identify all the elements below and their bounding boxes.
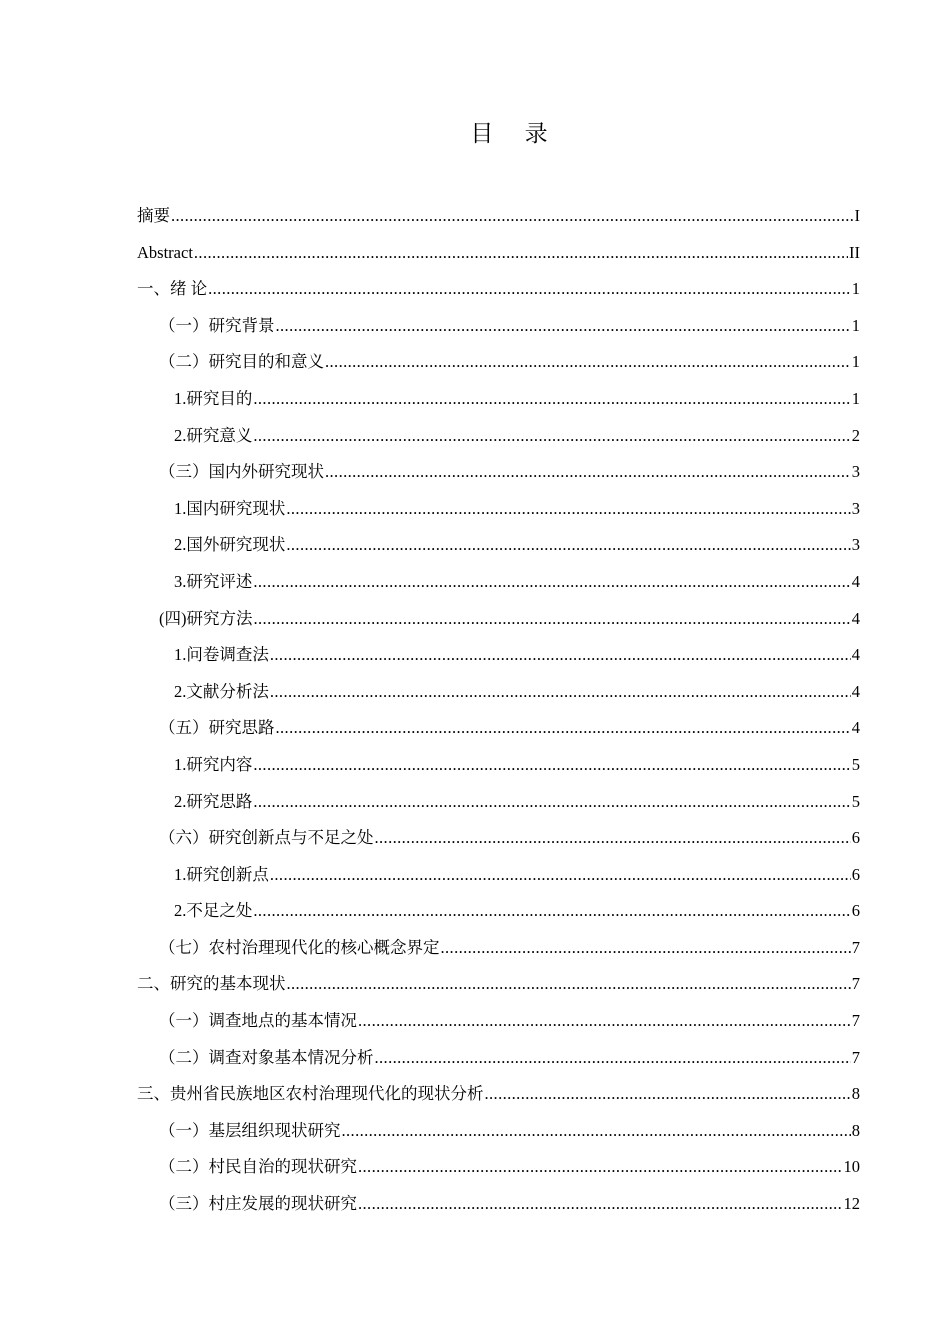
toc-entry[interactable] (137, 344, 860, 381)
toc-entry-page-number: 3 (851, 498, 860, 518)
toc-entry-page-number: 3 (851, 462, 860, 482)
toc-entry-label: （二）研究目的和意义 (159, 352, 324, 372)
toc-leader-dots (287, 966, 851, 1003)
toc-entry-label: （六）研究创新点与不足之处 (159, 828, 374, 848)
toc-entry-page-number: 5 (851, 791, 860, 811)
toc-entry-label: （二）村民自治的现状研究 (159, 1157, 357, 1177)
page-title: 目 录 (470, 121, 560, 147)
toc-entry-label: 三、贵州省民族地区农村治理现代化的现状分析 (137, 1084, 484, 1104)
toc-entry-page-number: II (849, 242, 860, 262)
toc-entry-label: 2.文献分析法 (174, 681, 269, 701)
toc-entry[interactable] (137, 857, 860, 894)
toc-entry[interactable] (137, 1186, 860, 1223)
toc-entry-label: 1.问卷调查法 (174, 645, 269, 665)
toc-leader-dots (270, 674, 851, 711)
toc-leader-dots (254, 601, 851, 638)
toc-entry-page-number: 3 (851, 535, 860, 555)
toc-entry-page-number: 6 (851, 864, 860, 884)
toc-leader-dots (208, 271, 851, 308)
toc-entry-page-number: 2 (851, 425, 860, 445)
toc-leader-dots (253, 564, 850, 601)
toc-entry-page-number: 4 (851, 681, 860, 701)
toc-entry-label: （二）调查对象基本情况分析 (159, 1047, 374, 1067)
toc-entry-page-number: 1 (851, 388, 860, 408)
toc-leader-dots (276, 308, 851, 345)
toc-entry-label: 2.国外研究现状 (174, 535, 286, 555)
toc-entry-page-number: 5 (851, 754, 860, 774)
toc-leader-dots (358, 1186, 843, 1223)
toc-entry-label: 1.国内研究现状 (174, 498, 286, 518)
toc-entry-label: 1.研究内容 (174, 754, 253, 774)
toc-entry[interactable] (137, 784, 860, 821)
toc-entry[interactable] (137, 747, 860, 784)
toc-entry-label: （三）国内外研究现状 (159, 462, 324, 482)
toc-leader-dots (325, 344, 851, 381)
toc-entry-label: （一）研究背景 (159, 315, 275, 335)
toc-entry[interactable] (137, 1076, 860, 1113)
toc-leader-dots (375, 820, 851, 857)
toc-entry-label: 2.不足之处 (174, 901, 253, 921)
toc-entry-page-number: 7 (851, 1047, 860, 1067)
toc-entry[interactable] (137, 1040, 860, 1077)
toc-leader-dots (194, 235, 848, 272)
toc-leader-dots (325, 454, 851, 491)
toc-leader-dots (253, 893, 850, 930)
toc-entry-label: Abstract (137, 242, 193, 262)
toc-entry-page-number: 10 (843, 1157, 860, 1177)
toc-entry-page-number: 6 (851, 901, 860, 921)
toc-leader-dots (171, 198, 854, 235)
toc-entry-page-number: 7 (851, 974, 860, 994)
toc-leader-dots (253, 747, 850, 784)
toc-entry[interactable] (137, 198, 860, 235)
toc-entry-label: （一）调查地点的基本情况 (159, 1011, 357, 1031)
toc-leader-dots (276, 710, 851, 747)
toc-entry[interactable] (137, 710, 860, 747)
toc-entry[interactable] (137, 308, 860, 345)
toc-leader-dots (375, 1040, 851, 1077)
toc-entry-label: （三）村庄发展的现状研究 (159, 1194, 357, 1214)
toc-entry-label: （五）研究思路 (159, 718, 275, 738)
toc-entry-label: （一）基层组织现状研究 (159, 1120, 341, 1140)
toc-entry-label: 摘要 (137, 206, 170, 225)
toc-leader-dots (253, 381, 850, 418)
toc-entry[interactable] (137, 966, 860, 1003)
toc-entry[interactable] (137, 1003, 860, 1040)
toc-entry[interactable] (137, 235, 860, 272)
toc-entry[interactable] (137, 381, 860, 418)
toc-leader-dots (270, 857, 851, 894)
toc-entry[interactable] (137, 454, 860, 491)
toc-entry-page-number: 4 (851, 645, 860, 665)
toc-leader-dots (286, 491, 850, 528)
toc-entry-label: 二、研究的基本现状 (137, 974, 286, 994)
toc-entry[interactable] (137, 930, 860, 967)
toc-entry-page-number: 8 (851, 1120, 860, 1140)
toc-entry-label: 1.研究创新点 (174, 864, 269, 884)
toc-entry[interactable] (137, 418, 860, 455)
toc-leader-dots (270, 637, 851, 674)
toc-entry-page-number: I (854, 206, 860, 225)
toc-entry[interactable] (137, 674, 860, 711)
toc-entry[interactable] (137, 564, 860, 601)
toc-leader-dots (485, 1076, 851, 1113)
toc-leader-dots (253, 418, 850, 455)
toc-entry[interactable] (137, 893, 860, 930)
table-of-contents (137, 198, 860, 1223)
toc-entry[interactable] (137, 637, 860, 674)
toc-entry-page-number: 6 (851, 828, 860, 848)
toc-entry[interactable] (137, 601, 860, 638)
toc-entry[interactable] (137, 1149, 860, 1186)
toc-entry[interactable] (137, 271, 860, 308)
toc-entry-label: 3.研究评述 (174, 571, 253, 591)
toc-leader-dots (358, 1149, 843, 1186)
toc-entry-page-number: 1 (851, 279, 860, 299)
toc-entry-label: 1.研究目的 (174, 388, 253, 408)
toc-entry-page-number: 7 (851, 1011, 860, 1031)
toc-entry-page-number: 1 (851, 352, 860, 372)
toc-entry[interactable] (137, 491, 860, 528)
toc-entry-label: 2.研究思路 (174, 791, 253, 811)
toc-entry-page-number: 7 (851, 937, 860, 957)
toc-entry-label: (四)研究方法 (159, 608, 253, 628)
toc-entry-page-number: 8 (851, 1084, 860, 1104)
toc-entry[interactable] (137, 820, 860, 857)
toc-leader-dots (253, 784, 850, 821)
toc-entry-page-number: 4 (851, 718, 860, 738)
toc-entry[interactable] (137, 527, 860, 564)
toc-entry-page-number: 4 (851, 571, 860, 591)
toc-entry-page-number: 4 (851, 608, 860, 628)
toc-entry-page-number: 1 (851, 315, 860, 335)
toc-entry-label: 一、绪 论 (137, 279, 208, 299)
toc-entry-label: 2.研究意义 (174, 425, 253, 445)
toc-leader-dots (441, 930, 851, 967)
toc-leader-dots (358, 1003, 851, 1040)
toc-entry[interactable] (137, 1113, 860, 1150)
toc-entry-page-number: 12 (843, 1194, 860, 1214)
toc-entry-label: （七）农村治理现代化的核心概念界定 (159, 937, 440, 957)
toc-leader-dots (286, 527, 850, 564)
toc-leader-dots (342, 1113, 851, 1150)
